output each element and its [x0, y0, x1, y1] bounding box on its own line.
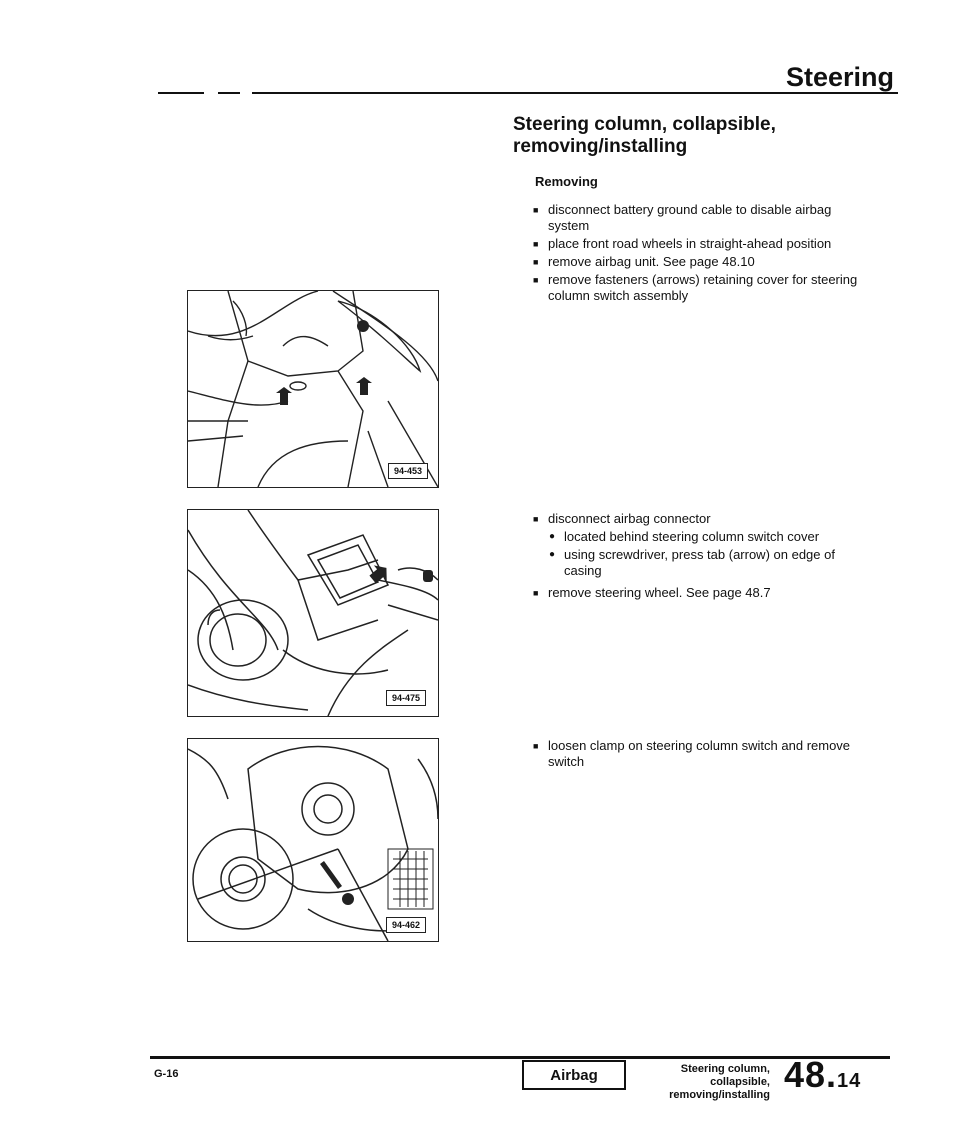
page-number: G-16 [154, 1068, 179, 1080]
figure-94-462 [187, 738, 439, 942]
step-item: ■ remove fasteners (arrows) retaining cover for steering column switch assembly [532, 272, 872, 304]
sub-step-item: ● located behind steering column switch cover [548, 529, 872, 545]
steering-column-cover-illustration [188, 291, 438, 487]
figure-label: 94-462 [386, 917, 426, 933]
section-number-main: 48. [784, 1054, 838, 1095]
steps-block-3 [532, 738, 852, 772]
column-switch-clamp-illustration [188, 739, 438, 941]
figure-94-475 [187, 509, 439, 717]
section-badge: Airbag [522, 1060, 626, 1090]
step-text: disconnect airbag connector [548, 511, 711, 526]
step-item: ■ disconnect battery ground cable to disable airbag system [532, 202, 872, 234]
figure-label: 94-453 [388, 463, 428, 479]
steps-block-1 [532, 202, 872, 306]
figure-label: 94-475 [386, 690, 426, 706]
header-title: Steering [785, 62, 894, 92]
section-title [513, 114, 873, 158]
section-title-line1: Steering column, collapsible, [513, 114, 776, 135]
section-number [784, 1054, 861, 1096]
section-number-sub: 14 [837, 1070, 862, 1092]
step-item: ■ remove airbag unit. See page 48.10 [532, 254, 872, 270]
footer-title-line1: Steering column, collapsible, [680, 1063, 770, 1088]
step-item: ■ loosen clamp on steering column switch and remove switch [532, 738, 852, 770]
steps-block-2 [532, 511, 872, 603]
subheading: Removing [535, 174, 598, 189]
footer-rule [150, 1056, 890, 1059]
airbag-connector-illustration [188, 510, 438, 716]
step-item: ■ place front road wheels in straight-ahead position [532, 236, 872, 252]
header-rule [158, 92, 898, 94]
step-item [532, 511, 872, 579]
footer-title-line2: removing/installing [669, 1089, 770, 1101]
figure-94-453 [187, 290, 439, 488]
sub-step-item: ● using screwdriver, press tab (arrow) on edge of casing [548, 547, 872, 579]
step-item: ■ remove steering wheel. See page 48.7 [532, 585, 872, 601]
section-title-line2: removing/installing [513, 136, 688, 157]
footer-section-title [620, 1063, 770, 1102]
